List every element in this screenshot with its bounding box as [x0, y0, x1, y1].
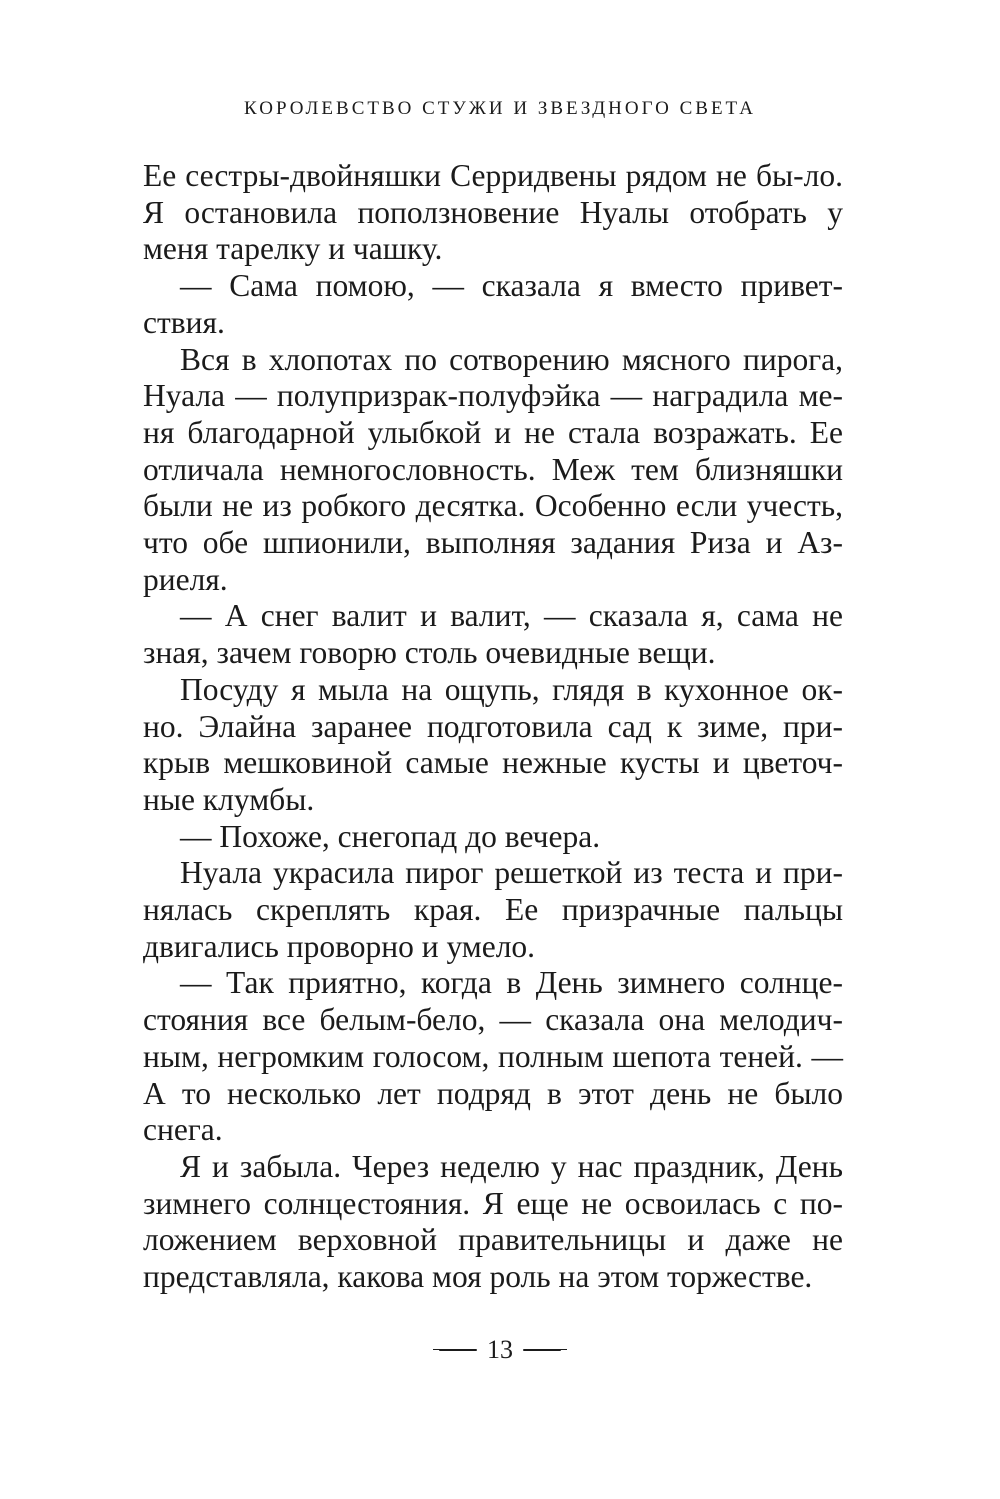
paragraph-9: Я и забыла. Через неделю у нас праздник, День зимнего солнцестояния. Я еще не освоилась с по-ложением верховной правительницы и даже не представляла, какова моя роль на этом торжестве.: [143, 1148, 843, 1295]
running-head: КОРОЛЕВСТВО СТУЖИ И ЗВЕЗДНОГО СВЕТА: [244, 98, 756, 119]
paragraph-5: Посуду я мыла на ощупь, глядя в кухонное ок-но. Элайна заранее подготовила сад к зиме, при-крыв мешковиной самые нежные кусты и цветоч-ные клумбы.: [143, 671, 843, 817]
paragraph-4: — А снег валит и валит, — сказала я, сама не зная, зачем говорю столь очевидные вещи.: [143, 598, 843, 671]
folio-rule-right: [523, 1349, 561, 1351]
paragraph-6: — Похоже, снегопад до вечера.: [180, 818, 601, 854]
body-text: [143, 158, 843, 1296]
paragraph-3: Вся в хлопотах по сотворению мясного пирога, Нуала — полупризрак-полуфэйка — наградила ме-ня благодарной улыбкой и не стала возражать. Ее отличала немногословность. Меж тем близняшки были не из робкого десятка. Особенно если учесть, что обе шпионили, выполняя задания Риза и Аз-риеля.: [143, 341, 843, 597]
page-footer: [0, 1335, 1000, 1365]
paragraph-1: Ее сестры-двойняшки Серридвены рядом не бы-ло. Я остановила поползновение Нуалы отобрать у меня тарелку и чашку.: [143, 158, 843, 267]
page-number: 13: [487, 1335, 513, 1364]
paragraph-8: — Так приятно, когда в День зимнего солнце-стояния все белым-бело, — сказала она мелодич-ным, негромким голосом, полным шепота теней. — А то несколько лет подряд в этот день не было снега.: [143, 965, 843, 1148]
paragraph-2: — Сама помою, — сказала я вместо привет-ствия.: [143, 268, 843, 340]
paragraph-7: Нуала украсила пирог решеткой из теста и при-нялась скреплять края. Ее призрачные пальцы двигались проворно и умело.: [143, 855, 843, 964]
folio-rule-left: [439, 1349, 477, 1351]
